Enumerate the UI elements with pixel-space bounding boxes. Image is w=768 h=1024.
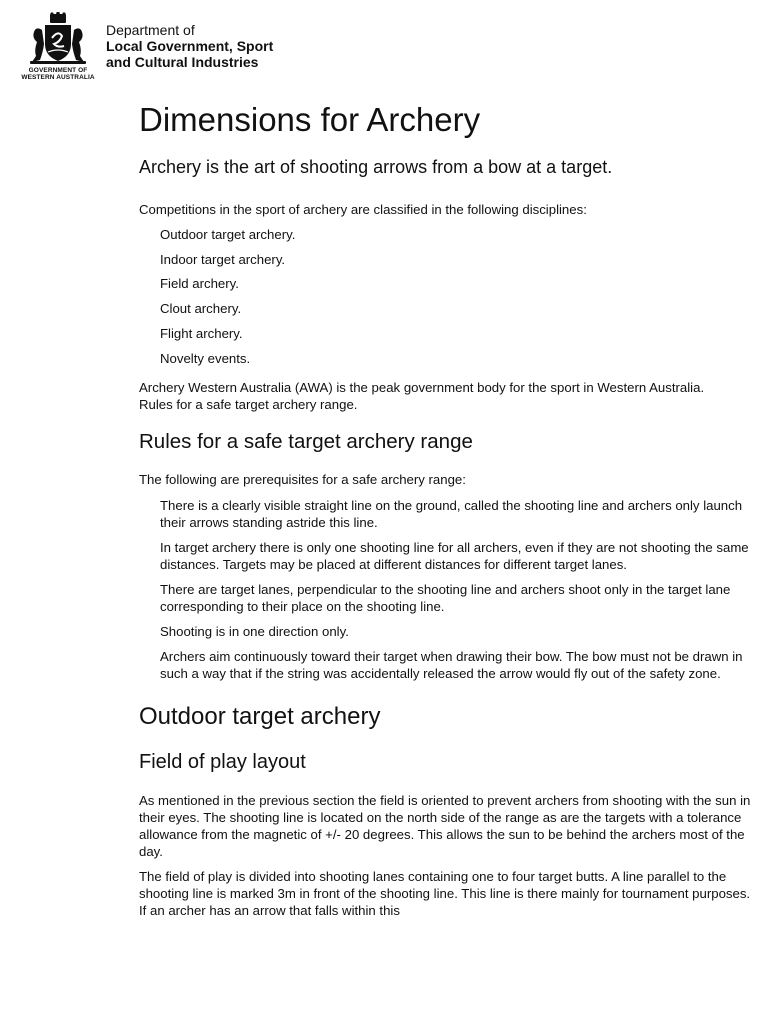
list-item: In target archery there is only one shooting line for all archers, even if they are not shooting the same distances. Targets may be placed at different distances for different target lanes.	[160, 539, 749, 572]
list-item: There are target lanes, perpendicular to the shooting line and archers shoot only in the target lane corresponding to their place on the shooting line.	[160, 581, 731, 614]
department-name	[106, 22, 273, 70]
list-item: Flight archery.	[160, 325, 243, 341]
rules-heading: Rules for a safe target archery range	[139, 429, 473, 453]
outdoor-heading: Outdoor target archery	[139, 702, 381, 730]
document-body	[139, 100, 751, 919]
page-header	[14, 12, 374, 92]
page-title: Dimensions for Archery	[139, 101, 481, 138]
list-item: There is a clearly visible straight line on the ground, called the shooting line and archers only launch their arrows standing astride this line.	[160, 497, 743, 530]
crest-caption-line2: WESTERN AUSTRALIA	[21, 74, 95, 81]
list-item: Shooting is in one direction only.	[160, 623, 349, 639]
awa-rules-link-text: Rules for a safe target archery range.	[139, 396, 358, 412]
field-paragraph-1: As mentioned in the previous section the field is oriented to prevent archers from shooting with the sun in their eyes. The shooting line is located on the north side of the range as are the targets with a tolerance allowance from the magnetic of +/- 20 degrees. This allows the sun to be behind the archers most of the day.	[139, 792, 751, 859]
rules-intro: The following are prerequisites for a safe archery range:	[139, 471, 466, 487]
field-paragraph-2: The field of play is divided into shooting lanes containing one to four target butts. A line parallel to the shooting line is marked 3m in front of the shooting line. This line is there mainly for tournament purposes. If an archer has an arrow that falls within this	[139, 868, 751, 918]
awa-text: Archery Western Australia (AWA) is the peak government body for the sport in Western Australia.	[139, 379, 705, 395]
list-item: Archers aim continuously toward their target when drawing their bow. The bow must not be drawn in such a way that if the string was accidentally released the arrow would fly out of the safety zone.	[160, 648, 743, 681]
list-item: Clout archery.	[160, 301, 242, 317]
crest-caption	[14, 67, 102, 81]
list-item: Novelty events.	[160, 350, 251, 366]
lead-paragraph: Archery is the art of shooting arrows from a bow at a target.	[139, 157, 613, 177]
department-line2: Local Government, Sport	[106, 38, 274, 54]
crest-caption-line1: GOVERNMENT OF	[28, 67, 88, 74]
disciplines-list	[139, 226, 751, 367]
awa-paragraph	[139, 379, 751, 413]
rules-list	[139, 497, 751, 682]
disciplines-intro: Competitions in the sport of archery are classified in the following disciplines:	[139, 202, 587, 217]
field-heading: Field of play layout	[139, 750, 306, 773]
department-line3: and Cultural Industries	[106, 54, 259, 70]
list-item: Outdoor target archery.	[160, 226, 296, 242]
list-item: Indoor target archery.	[160, 251, 286, 267]
department-line1: Department of	[106, 22, 195, 38]
list-item: Field archery.	[160, 276, 239, 292]
